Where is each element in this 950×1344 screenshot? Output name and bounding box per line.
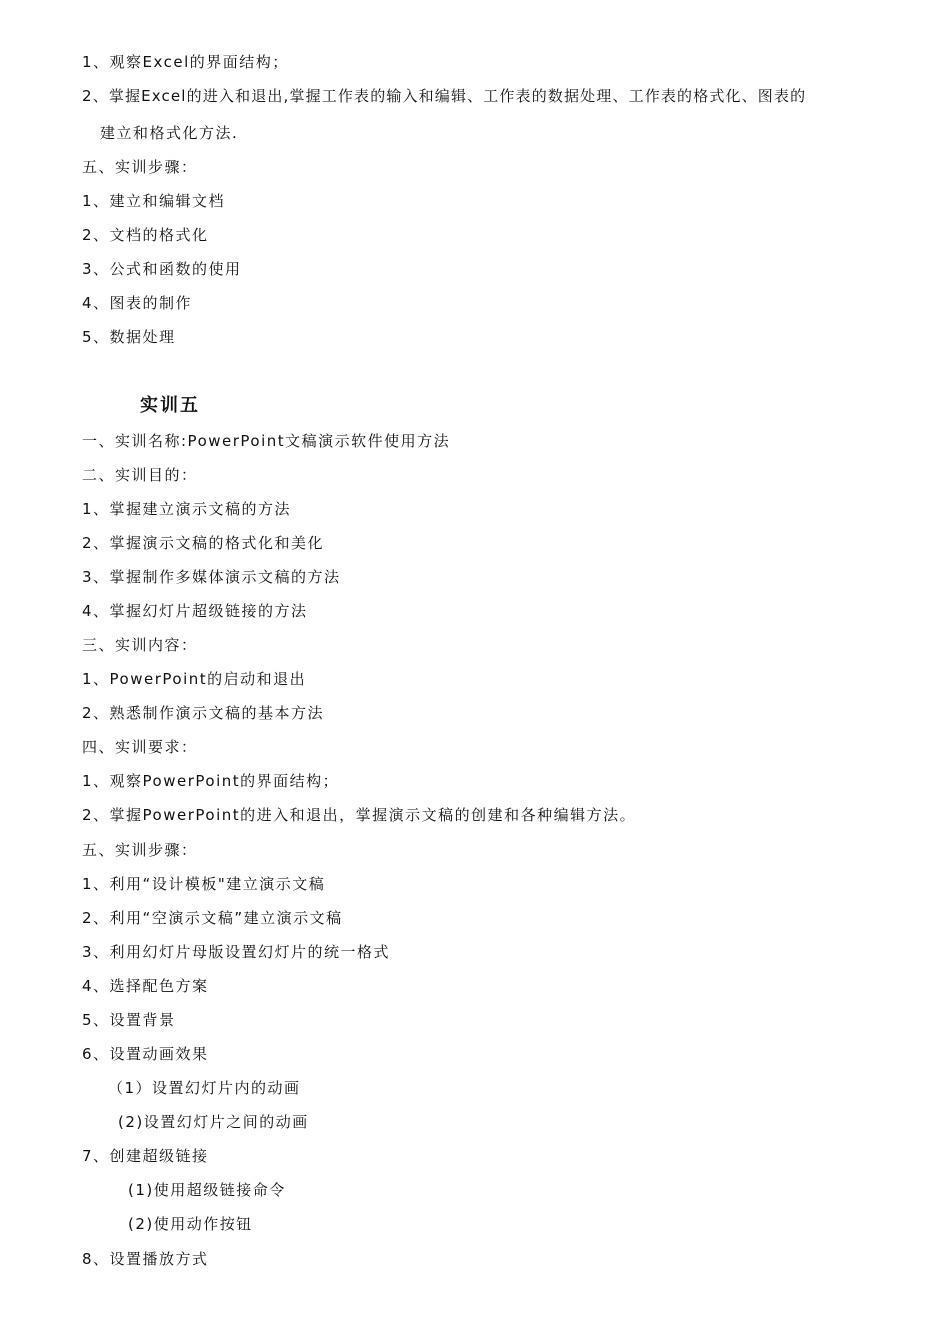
training-name: 一、实训名称:PowerPoint文稿演示软件使用方法 [82, 432, 451, 450]
step-7: 7、创建超级链接 [82, 1147, 209, 1165]
step-8: 8、设置播放方式 [82, 1250, 209, 1268]
prev-step-3: 3、公式和函数的使用 [82, 260, 242, 278]
purpose-item-1: 1、掌握建立演示文稿的方法 [82, 500, 292, 518]
purpose-heading: 二、实训目的： [82, 466, 198, 484]
step-4: 4、选择配色方案 [82, 977, 209, 995]
requirements-heading: 四、实训要求： [82, 738, 198, 756]
step-3: 3、利用幻灯片母版设置幻灯片的统一格式 [82, 943, 391, 961]
prev-step-5: 5、数据处理 [82, 328, 176, 346]
content-heading: 三、实训内容： [82, 636, 198, 654]
step-1: 1、利用“设计模板"建立演示文稿 [82, 875, 326, 893]
steps-heading: 五、实训步骤： [82, 841, 198, 859]
step-7-sub-2: (2)使用动作按钮 [128, 1215, 253, 1233]
step-5: 5、设置背景 [82, 1011, 176, 1029]
step-6-sub-2: (2)设置幻灯片之间的动画 [118, 1113, 309, 1131]
purpose-item-3: 3、掌握制作多媒体演示文稿的方法 [82, 568, 341, 586]
purpose-item-4: 4、掌握幻灯片超级链接的方法 [82, 602, 308, 620]
content-item-1: 1、PowerPoint的启动和退出 [82, 670, 307, 688]
prev-steps-heading: 五、实训步骤： [82, 158, 198, 176]
section-title: 实训五 [140, 395, 200, 416]
requirement-item-2: 2、掌握PowerPoint的进入和退出，掌握演示文稿的创建和各种编辑方法。 [82, 806, 637, 824]
requirement-item-1: 1、观察PowerPoint的界面结构； [82, 772, 340, 790]
prev-step-1: 1、建立和编辑文档 [82, 192, 226, 210]
purpose-item-2: 2、掌握演示文稿的格式化和美化 [82, 534, 325, 552]
content-item-2: 2、熟悉制作演示文稿的基本方法 [82, 704, 325, 722]
step-2: 2、利用“空演示文稿”建立演示文稿 [82, 909, 343, 927]
prev-step-2: 2、文档的格式化 [82, 226, 209, 244]
prev-req-item-2: 2、掌握Excel的进入和退出,掌握工作表的输入和编辑、工作表的数据处理、工作表的格式化、图表的 [82, 87, 807, 105]
step-6-sub-1: （1）设置幻灯片内的动画 [108, 1079, 301, 1097]
prev-req-item-2-cont: 建立和格式化方法. [100, 124, 239, 142]
prev-step-4: 4、图表的制作 [82, 294, 193, 312]
step-6: 6、设置动画效果 [82, 1045, 209, 1063]
step-7-sub-1: (1)使用超级链接命令 [128, 1181, 286, 1199]
prev-req-item-1: 1、观察Excel的界面结构； [82, 53, 289, 71]
